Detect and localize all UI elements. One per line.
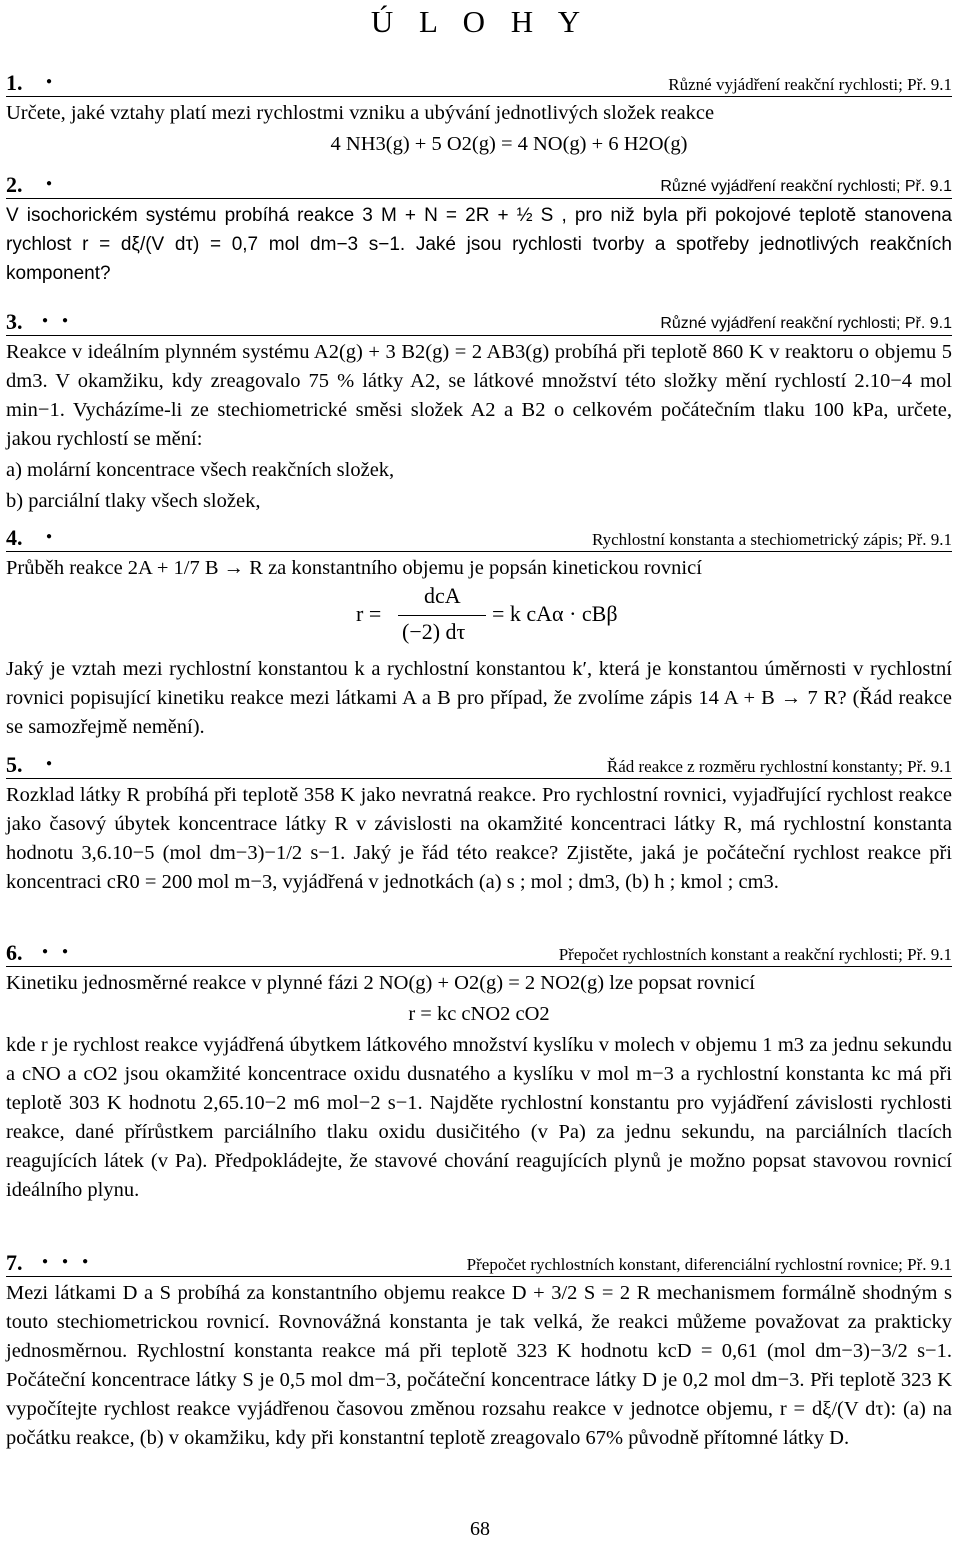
- difficulty-dots: ●: [46, 76, 67, 87]
- task-header: [6, 748, 952, 779]
- task-number: 4.: [6, 525, 23, 550]
- task-reference: Přepočet rychlostních konstant a reakční rychlosti; Př. 9.1: [558, 945, 952, 964]
- task-text: Reakce v ideálním plynném systému A2(g) + 3 B2(g) = 2 AB3(g) probíhá při teplotě 860 K v reaktoru o objemu 5 dm3. V okamžiku, kdy zreagovalo 75 % látky A2, se látkové množství této složky mění rychlostí 2.10−4 mol min−1. Vycházíme-li ze stechiometrické směsi složek A2 a B2 o celkovém počátečním tlaku 100 kPa, určete, jakou rychlostí se mění:: [6, 341, 952, 450]
- difficulty-dots: ●: [46, 531, 67, 542]
- task-part-a: a) molární koncentrace všech reakčních složek,: [6, 459, 395, 481]
- task-reference: Přepočet rychlostních konstant, diferenciální rychlostní rovnice; Př. 9.1: [466, 1255, 952, 1274]
- task-header: [6, 168, 952, 199]
- task-4: [6, 521, 952, 742]
- task-3: [6, 305, 952, 516]
- task-header: [6, 936, 952, 967]
- task-6: [6, 936, 952, 1205]
- task-2: [6, 168, 952, 288]
- task-header: [6, 66, 952, 97]
- page-title: Ú L O H Y: [370, 4, 590, 39]
- difficulty-dots: ●●: [42, 315, 83, 326]
- task-part-b: b) parciální tlaky všech složek,: [6, 490, 261, 512]
- task-reference: Různé vyjádření reakční rychlosti; Př. 9.1: [660, 178, 952, 195]
- difficulty-dots: ●●: [42, 946, 83, 957]
- difficulty-dots: ●: [46, 758, 67, 769]
- task-number: 3.: [6, 309, 23, 334]
- task-text: Průběh reakce 2A + 1/7 B → R za konstantního objemu je popsán kinetickou rovnicí: [6, 557, 702, 579]
- task-5: [6, 748, 952, 897]
- reaction-equation: 4 NH3(g) + 5 O2(g) = 4 NO(g) + 6 H2O(g): [330, 133, 688, 155]
- task-reference: Různé vyjádření reakční rychlosti; Př. 9.1: [668, 75, 952, 94]
- task-reference: Rychlostní konstanta a stechiometrický zápis; Př. 9.1: [591, 530, 952, 549]
- task-number: 7.: [6, 1250, 23, 1275]
- task-number: 1.: [6, 70, 23, 95]
- difficulty-dots: ●: [46, 178, 67, 189]
- task-text: Mezi látkami D a S probíhá za konstantního objemu reakce D + 3/2 S = 2 R mechanismem formálně shodným s touto stechiometrickou rovnicí. Rovnovážná konstanta je tak velká, že reakci můžeme považovat za prakticky jednosměrnou. Rychlostní konstanta reakce má při teplotě 323 K hodnotu kcD = 0,61 (mol dm−3)−3/2 s−1. Počáteční koncentrace látky S je 0,5 mol dm−3, počáteční koncentrace látky D je 0,2 mol dm−3. Při teplotě 323 K vypočítejte rychlost reakce vyjádřenou časovou změnou rozsahu reakce v jednotce objemu, r = dξ/(V dτ): (a) na počátku reakce, (b) v okamžiku, kdy při konstantní teplotě zreagovalo 67% původně přítomné látky D.: [6, 1282, 952, 1449]
- task-text: Určete, jaké vztahy platí mezi rychlostmi vzniku a ubývání jednotlivých složek reakce: [6, 102, 715, 124]
- task-text: Kinetiku jednosměrné reakce v plynné fázi 2 NO(g) + O2(g) = 2 NO2(g) lze popsat rovnicí: [6, 972, 755, 994]
- task-text: Rozklad látky R probíhá při teplotě 358 K jako nevratná reakce. Pro rychlostní rovnici, vyjadřující rychlost reakce jako časový úbytek koncentrace látky R v závislosti na okamžité koncentraci látky R, má rychlostní konstanta hodnotu 3,6.10−5 (mol dm−3)−1/2 s−1. Jaký je řád této reakce? Zjistěte, jaká je počáteční rychlost reakce při koncentraci cR0 = 200 mol m−3, vyjádřená v jednotkách (a) s ; mol ; dm3, (b) h ; kmol ; cm3.: [6, 784, 952, 893]
- fraction-bar: [398, 615, 486, 616]
- task-text: kde r je rychlost reakce vyjádřená úbytkem látkového množství kyslíku v molech v objemu 1 m3 za jednu sekundu a cNO a cO2 jsou okamžité koncentrace oxidu dusnatého a kyslíku v mol m−3 a rychlostní konstanta kc má při teplotě 303 K hodnotu 2,65.10−2 m6 mol−2 s−1. Najděte rychlostní konstantu pro vyjádření závislosti rychlosti reakce, dané přírůstkem parciálního tlaku oxidu dusičitého (v Pa) za jednu sekundu, na parciálních tlacích reagujících látek (v Pa). Předpokládejte, že stavové chování reagujících plynů je možno popsat stavovou rovnicí ideálního plynu.: [6, 1034, 952, 1201]
- kinetic-equation: [6, 583, 952, 653]
- task-header: [6, 521, 952, 552]
- equation-lhs: r =: [356, 601, 382, 626]
- task-number: 5.: [6, 752, 23, 777]
- equation-denominator: (−2) dτ: [402, 619, 466, 644]
- difficulty-dots: ●●●: [42, 1256, 103, 1267]
- task-number: 6.: [6, 940, 23, 965]
- task-text: Jaký je vztah mezi rychlostní konstantou k a rychlostní konstantou k′, která je konstantou úměrnosti v rychlostní rovnici popisující kinetiku reakce mezi látkami A a B pro případ, že zvolíme zápis 14 A + B → 7 R? (Řád reakce se samozřejmě nemění).: [6, 658, 952, 738]
- equation-numerator: dcA: [424, 583, 461, 608]
- task-reference: Řád reakce z rozměru rychlostní konstanty; Př. 9.1: [606, 757, 952, 776]
- task-header: [6, 305, 952, 336]
- page-number: 68: [470, 1518, 490, 1540]
- rate-equation: r = kc cNO2 cO2: [408, 1003, 550, 1025]
- task-reference: Různé vyjádření reakční rychlosti; Př. 9.1: [660, 315, 952, 332]
- equation-rhs: = k cAα · cBβ: [492, 601, 618, 626]
- task-1: [6, 66, 952, 159]
- task-header: [6, 1246, 952, 1277]
- task-number: 2.: [6, 172, 23, 197]
- task-7: [6, 1246, 952, 1453]
- task-text: V isochorickém systému probíhá reakce 3 M + N = 2R + ½ S , pro niž byla při pokojové teplotě stanovena rychlost r = dξ/(V dτ) = 0,7 mol dm−3 s−1. Jaké jsou rychlosti tvorby a spotřeby jednotlivých reakčních komponent?: [6, 205, 952, 284]
